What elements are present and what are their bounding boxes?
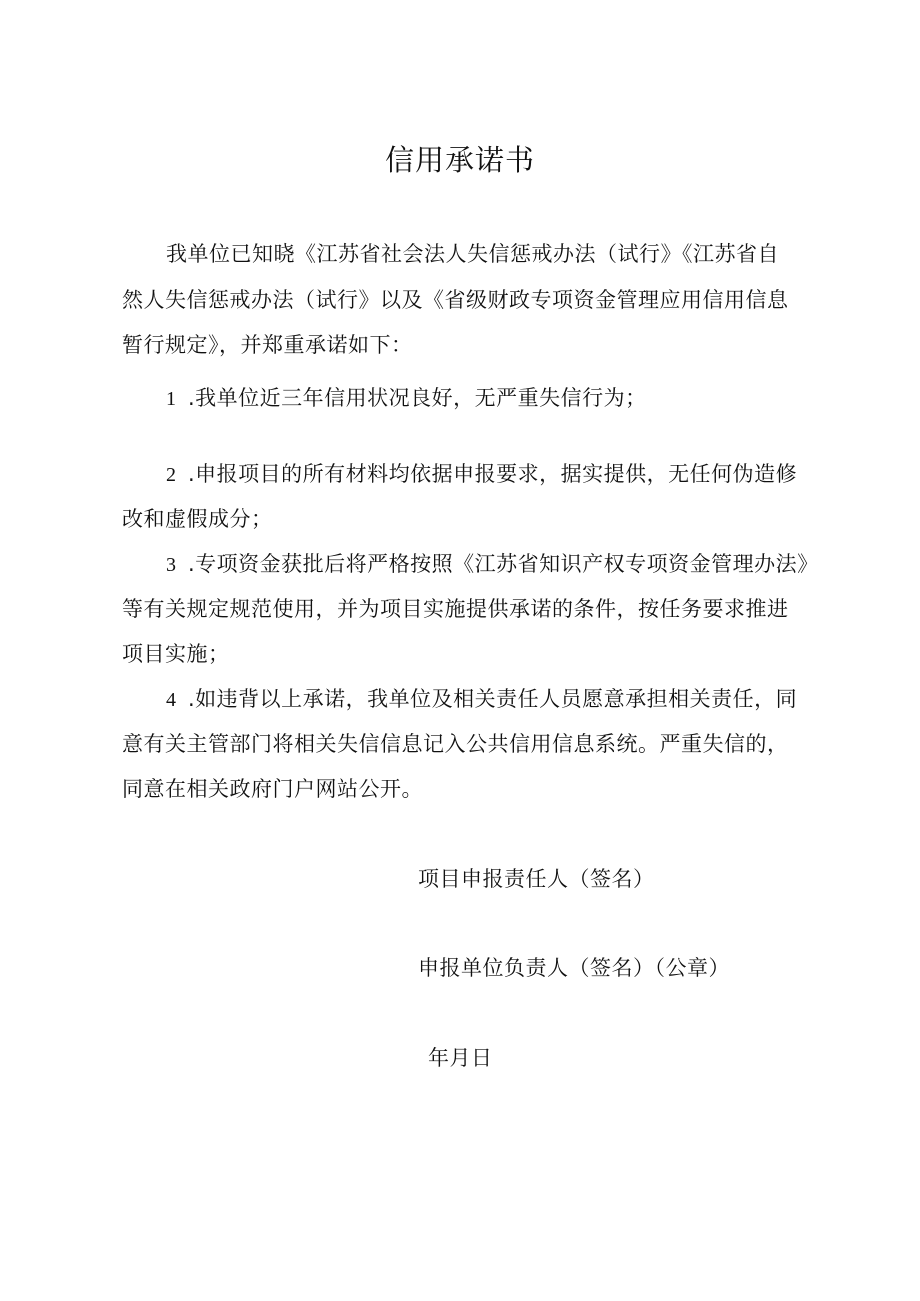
item-number: 4 bbox=[166, 689, 177, 711]
page-title: 信用承诺书 bbox=[384, 143, 535, 177]
item-text-continuation: 等有关规定规范使用，并为项目实施提供承诺的条件，按任务要求推进 bbox=[122, 597, 789, 621]
date-line: 年月日 bbox=[428, 1046, 493, 1070]
item-text: .申报项目的所有材料均依据申报要求，据实提供，无任何伪造修 bbox=[188, 462, 798, 486]
intro-line: 然人失信惩戒办法（试行》以及《省级财政专项资金管理应用信用信息 bbox=[122, 288, 789, 312]
item-number: 1 bbox=[166, 388, 177, 410]
item-text-continuation: 项目实施； bbox=[122, 642, 230, 666]
intro-line: 暂行规定》，并郑重承诺如下： bbox=[122, 333, 413, 357]
unit-leader-signature: 申报单位负责人（签名）（公章） bbox=[418, 956, 730, 980]
commitment-item-1 bbox=[166, 383, 856, 414]
item-text-continuation: 改和虚假成分； bbox=[122, 507, 273, 531]
commitment-item-3 bbox=[166, 549, 856, 580]
item-number: 2 bbox=[166, 464, 177, 486]
item-text-continuation: 同意在相关政府门户网站公开。 bbox=[122, 777, 423, 801]
commitment-item-4 bbox=[166, 684, 856, 715]
intro-line: 我单位已知晓《江苏省社会法人失信惩戒办法（试行》《江苏省自 bbox=[166, 242, 779, 266]
project-leader-signature: 项目申报责任人（签名） bbox=[418, 867, 655, 891]
item-text: .专项资金获批后将严格按照《江苏省知识产权专项资金管理办法》 bbox=[188, 552, 819, 576]
item-number: 3 bbox=[166, 554, 177, 576]
item-text-continuation: 意有关主管部门将相关失信信息记入公共信用信息系统。严重失信的， bbox=[122, 732, 789, 756]
commitment-item-2 bbox=[166, 459, 856, 490]
item-text: .我单位近三年信用状况良好，无严重失信行为； bbox=[188, 386, 647, 410]
item-text: .如违背以上承诺，我单位及相关责任人员愿意承担相关责任，同 bbox=[188, 687, 798, 711]
